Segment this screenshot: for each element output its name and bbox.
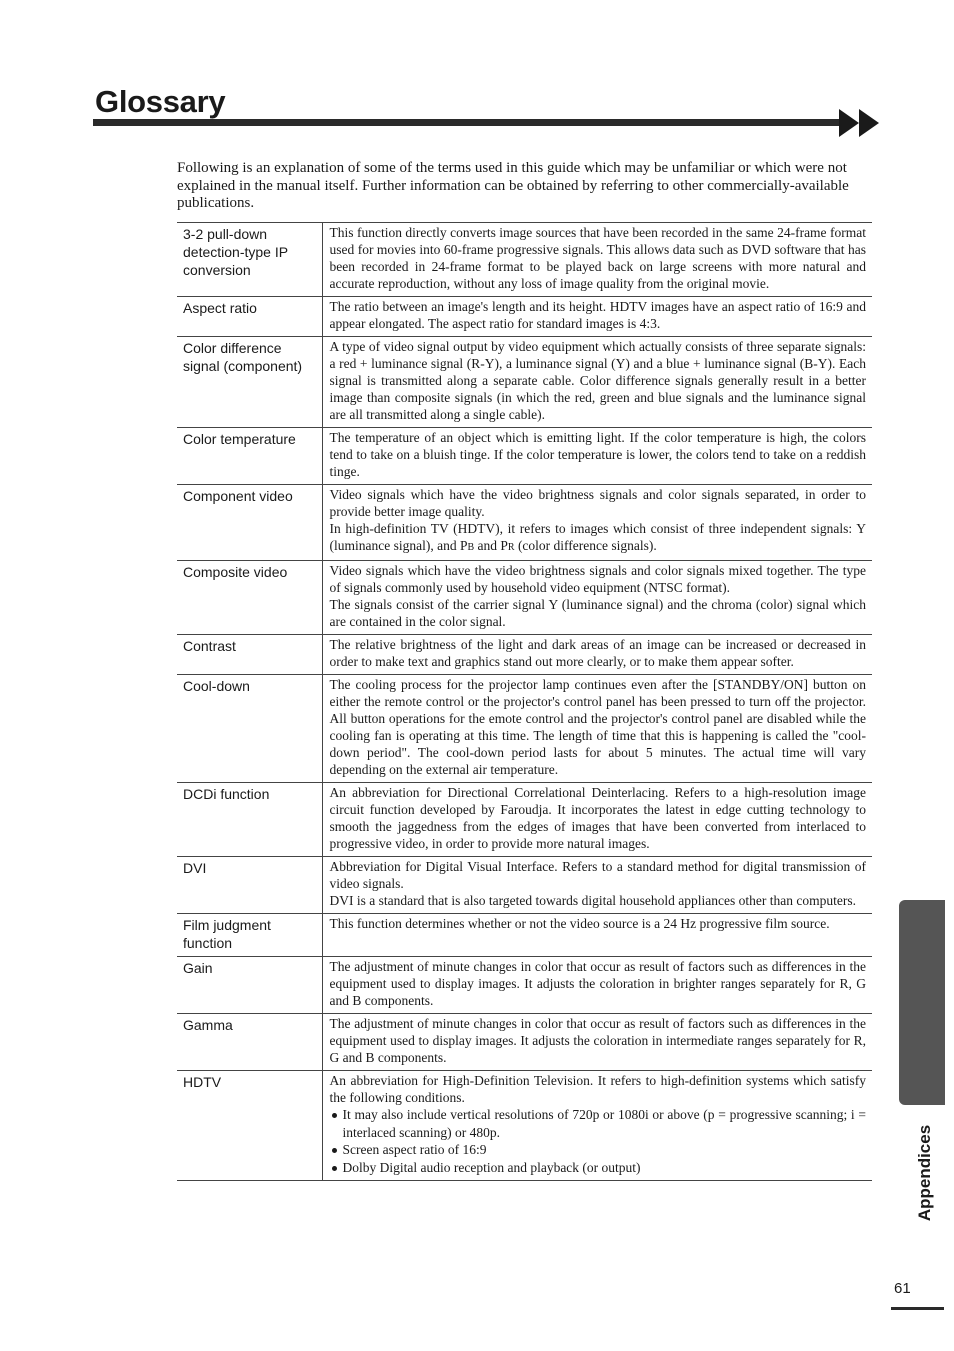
glossary-row [177,675,872,783]
glossary-term: Contrast [177,635,322,675]
glossary-definition [322,635,872,675]
glossary-definition [322,857,872,914]
definition-text: This function determines whether or not the video source is a 24 Hz progressive film source. [329,916,830,931]
page-title: Glossary [95,84,226,119]
list-item: Dolby Digital audio reception and playback (or output) [330,1159,867,1177]
glossary-term: DCDi function [177,783,322,857]
title-rule [93,119,839,126]
glossary-term: Aspect ratio [177,297,322,337]
glossary-term: Color difference signal (component) [177,337,322,428]
glossary-row [177,1071,872,1181]
page-number-rule [891,1307,944,1310]
definition-text: The signals consist of the carrier signal Y (luminance signal) and the chroma (color) signal which are contained in the color signal. [329,597,866,629]
glossary-row [177,337,872,428]
section-tab [899,900,945,1105]
glossary-row [177,1014,872,1071]
glossary-term: Composite video [177,561,322,635]
glossary-term: Color temperature [177,428,322,485]
glossary-definition [322,337,872,428]
glossary-term: DVI [177,857,322,914]
glossary-row [177,957,872,1014]
glossary-row [177,485,872,561]
glossary-definition [322,485,872,561]
definition-text: DVI is a standard that is also targeted towards digital household appliances other than computers. [329,893,856,908]
glossary-term: 3-2 pull-down detection-type IP conversion [177,223,322,297]
definition-text: An abbreviation for Directional Correlational Deinterlacing. Refers to a high-resolution image circuit function developed by Faroudja. It incorporates the latest in edge cutting technology to smooth the jaggedness from the edges of images that have been converted from interlaced to progressive video, in order to provide more natural images. [329,785,866,851]
glossary-row [177,635,872,675]
glossary-definition [322,297,872,337]
glossary-term: Component video [177,485,322,561]
definition-text: The adjustment of minute changes in color that occur as result of factors such as differences in the equipment used to display images. It adjusts the coloration in intermediate ranges separately for R, G and B components. [329,1016,866,1065]
glossary-term: Film judgment function [177,914,322,957]
glossary-term: HDTV [177,1071,322,1181]
definition-text: Video signals which have the video brightness signals and color signals separated, in order to provide better image quality. [329,487,866,519]
definition-text: In high-definition TV (HDTV), it refers to images which consist of three independent signals: Y (luminance signal), and PB and PR (color difference signals). [329,521,866,553]
bullet-list [330,1106,867,1176]
glossary-definition [322,1071,872,1181]
glossary-row [177,223,872,297]
definition-text: This function directly converts image sources that have been recorded in the same 24-frame format used for movies into 60-frame progressive signals. This allows data such as DVD software that has been recorded in 24-frame format to be played back on large screens with more natural and accurate reproduction, without any loss of image quality from the original movie. [329,225,866,291]
definition-text: An abbreviation for High-Definition Television. It refers to high-definition systems which satisfy the following conditions. [329,1073,866,1105]
glossary-definition [322,783,872,857]
glossary-row [177,914,872,957]
glossary-row [177,857,872,914]
double-right-arrow-icon [839,109,881,137]
glossary-definition [322,1014,872,1071]
glossary-term: Gamma [177,1014,322,1071]
section-label: Appendices [915,1124,935,1221]
glossary-row [177,561,872,635]
definition-text: Abbreviation for Digital Visual Interface. Refers to a standard method for digital transmission of video signals. [329,859,866,891]
definition-text: The cooling process for the projector lamp continues even after the [STANDBY/ON] button on either the remote control or the projector's control panel has been pressed to turn off the projector. All button operations for the emote control and the projector's control panel are disabled while the cooling fan is operating at this time. The length of time that this is happening is called the "cool-down period". The cool-down period lasts for about 5 minutes. The actual time will vary depending on the external air temperature. [329,677,866,777]
glossary-definition [322,223,872,297]
list-item: Screen aspect ratio of 16:9 [330,1141,867,1159]
definition-text: The adjustment of minute changes in color that occur as result of factors such as differences in the equipment used to display images. It adjusts the coloration in brighter ranges separately for R, G and B components. [329,959,866,1008]
glossary-term: Gain [177,957,322,1014]
page-number: 61 [894,1280,911,1297]
glossary-definition [322,561,872,635]
glossary-definition [322,428,872,485]
glossary-table [177,222,872,1181]
definition-text: Video signals which have the video brightness signals and color signals mixed together. The type of signals commonly used by household video equipment (NTSC format). [329,563,866,595]
definition-text: The temperature of an object which is emitting light. If the color temperature is high, the colors tend to take on a bluish tinge. If the color temperature is lower, the colors tend to take on a reddish tinge. [329,430,866,479]
definition-text: The relative brightness of the light and dark areas of an image can be increased or decreased in order to make text and graphics stand out more clearly, or to make them appear softer. [329,637,866,669]
list-item: It may also include vertical resolutions of 720p or 1080i or above (p = progressive scanning; i = interlaced scanning) or 480p. [330,1106,867,1141]
glossary-row [177,783,872,857]
glossary-definition [322,957,872,1014]
glossary-definition [322,675,872,783]
glossary-row [177,297,872,337]
definition-text: The ratio between an image's length and its height. HDTV images have an aspect ratio of 16:9 and appear elongated. The aspect ratio for standard images is 4:3. [329,299,866,331]
glossary-definition [322,914,872,957]
definition-text: A type of video signal output by video equipment which actually consists of three separate signals: a red + luminance signal (R-Y), a luminance signal (Y) and a blue + luminance signal (B-Y). Each signal is transmitted along a separate cable. Color difference signals generally result in a better image than composite signals (in which the red, green and blue signals and the luminance signal are all transmitted along a single cable). [329,339,866,422]
glossary-row [177,428,872,485]
intro-paragraph: Following is an explanation of some of the terms used in this guide which may be unfamiliar or which were not explained in the manual itself. Further information can be obtained by referring to other commercially-available publications. [177,160,849,211]
glossary-term: Cool-down [177,675,322,783]
